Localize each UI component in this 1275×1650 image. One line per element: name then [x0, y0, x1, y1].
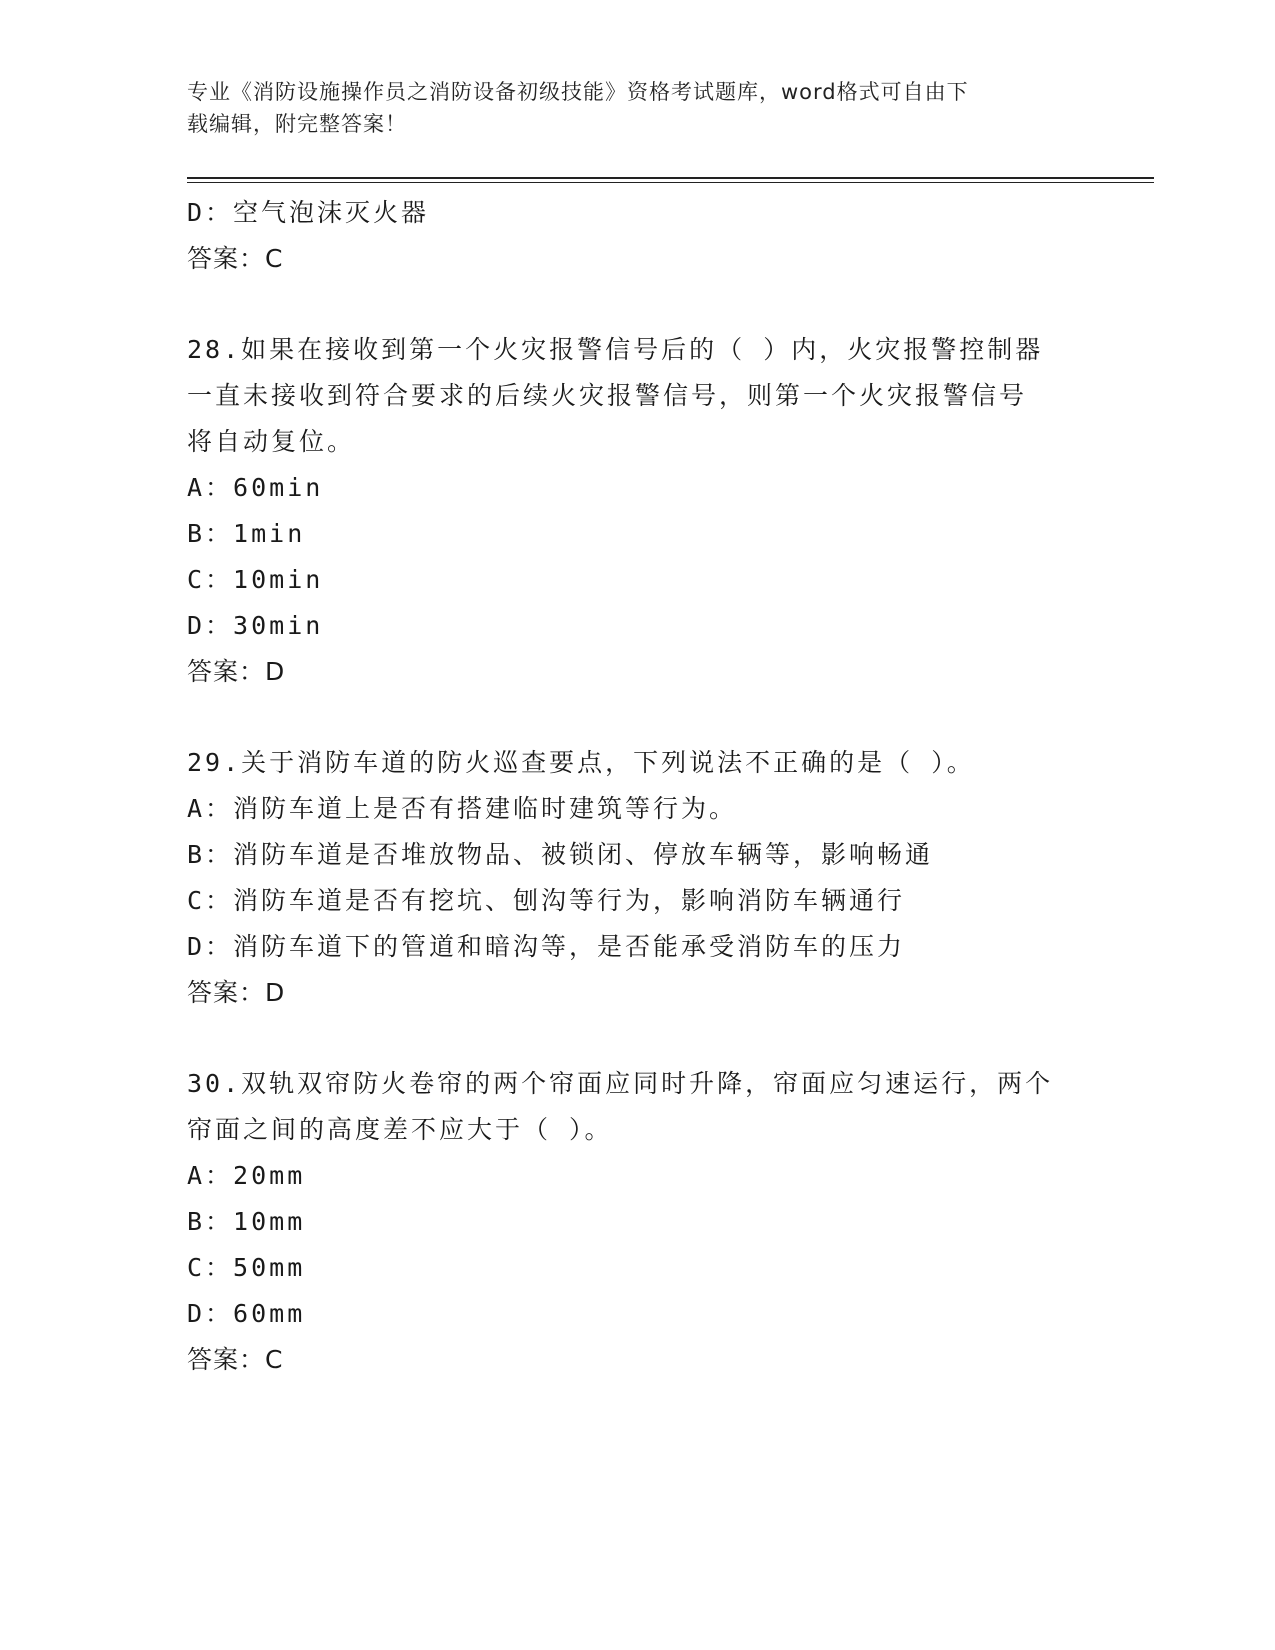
- answer-line: 答案：D: [187, 978, 286, 1007]
- option-c: C：消防车道是否有挖坑、刨沟等行为，影响消防车辆通行: [187, 886, 906, 915]
- page-header: [187, 76, 1067, 140]
- answer-line: 答案：C: [187, 244, 284, 273]
- question-text-line: 28.如果在接收到第一个火灾报警信号后的（ ）内，火灾报警控制器: [187, 335, 1044, 364]
- answer-line: 答案：D: [187, 657, 286, 686]
- option-c: C：50mm: [187, 1253, 306, 1282]
- question-text-line: 29.关于消防车道的防火巡查要点，下列说法不正确的是（ ）。: [187, 748, 975, 777]
- header-line-2: 载编辑，附完整答案！: [187, 112, 407, 136]
- question-text-line: 一直未接收到符合要求的后续火灾报警信号，则第一个火灾报警信号: [187, 381, 1028, 410]
- question-text-line: 帘面之间的高度差不应大于（ ）。: [187, 1115, 613, 1144]
- option-b: B：10mm: [187, 1207, 306, 1236]
- option-d: D：空气泡沫灭火器: [187, 198, 430, 227]
- option-d: D：消防车道下的管道和暗沟等，是否能承受消防车的压力: [187, 932, 906, 961]
- header-line-1: 专业《消防设施操作员之消防设备初级技能》资格考试题库，word格式可自由下: [187, 80, 969, 104]
- question-block-27-tail: [187, 190, 1087, 282]
- option-a: A：60min: [187, 473, 324, 502]
- option-c: C：10min: [187, 565, 324, 594]
- option-b: B：1min: [187, 519, 306, 548]
- answer-line: 答案：C: [187, 1345, 284, 1374]
- question-text-line: 将自动复位。: [187, 427, 356, 456]
- option-a: A：消防车道上是否有搭建临时建筑等行为。: [187, 794, 738, 823]
- option-d: D：60mm: [187, 1299, 306, 1328]
- header-divider-thick: [187, 177, 1154, 179]
- question-text-line: 30.双轨双帘防火卷帘的两个帘面应同时升降，帘面应匀速运行，两个: [187, 1069, 1054, 1098]
- question-block-28: [187, 327, 1087, 695]
- option-d: D：30min: [187, 611, 324, 640]
- option-b: B：消防车道是否堆放物品、被锁闭、停放车辆等，影响畅通: [187, 840, 934, 869]
- question-block-29: [187, 740, 1087, 1016]
- question-list: [187, 190, 1087, 1383]
- option-a: A：20mm: [187, 1161, 306, 1190]
- header-divider-thin: [187, 182, 1154, 183]
- question-block-30: [187, 1061, 1087, 1383]
